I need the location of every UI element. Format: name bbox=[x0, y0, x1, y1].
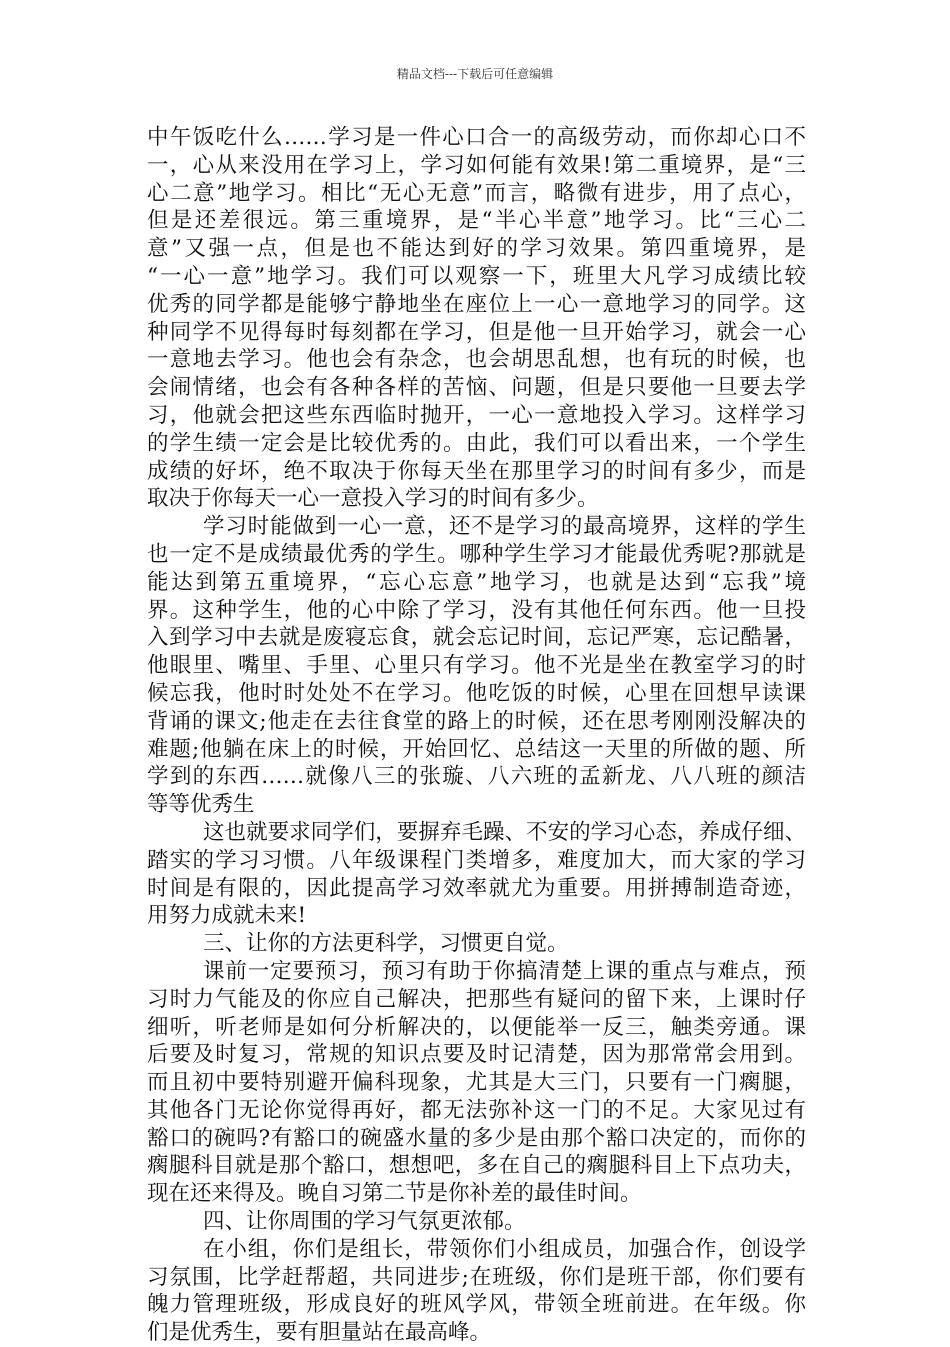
document-body bbox=[147, 124, 806, 1347]
text-line: 在小组，你们是组长，带领你们小组成员，加强合作，创设学 bbox=[203, 1236, 806, 1262]
text-line: 三、让你的方法更科学，习惯更自觉。 bbox=[203, 931, 569, 957]
text-line: 习，他就会把这些东西临时抛开，一心一意地投入学习。这样学习 bbox=[147, 402, 806, 428]
paragraph bbox=[147, 513, 806, 819]
text-line: 现在还来得及。晚自习第二节是你补差的最佳时间。 bbox=[147, 1181, 642, 1207]
text-line: 瘸腿科目就是那个豁口，想想吧，多在自己的瘸腿科目上下点功夫， bbox=[147, 1153, 806, 1179]
text-line: 背诵的课文;他走在去往食堂的路上的时候，还在思考刚刚没解决的 bbox=[147, 708, 806, 734]
text-line: 时间是有限的，因此提高学习效率就尤为重要。用拼搏制造奇迹， bbox=[147, 875, 806, 901]
text-line: 用努力成就未来! bbox=[147, 903, 307, 929]
text-line: 们是优秀生，要有胆量站在最高峰。 bbox=[147, 1320, 492, 1346]
text-line: 优秀的同学都是能够宁静地坐在座位上一心一意地学习的同学。这 bbox=[147, 291, 806, 317]
text-line: 会闹情绪，也会有各种各样的苦恼、问题，但是只要他一旦要去学 bbox=[147, 375, 806, 401]
text-line: 他眼里、嘴里、手里、心里只有学习。他不光是坐在教室学习的时 bbox=[147, 653, 806, 679]
paragraph bbox=[147, 124, 806, 513]
text-line: 习时力气能及的你应自己解决，把那些有疑问的留下来，上课时仔 bbox=[147, 986, 806, 1012]
text-line: 学到的东西……就像八三的张璇、八六班的孟新龙、八八班的颜洁 bbox=[147, 764, 806, 790]
text-line: 等等优秀生 bbox=[147, 792, 255, 818]
paragraph bbox=[147, 1236, 806, 1347]
paragraph bbox=[147, 819, 806, 930]
text-line: 但是还差很远。第三重境界，是“半心半意”地学习。比“三心二 bbox=[147, 208, 806, 234]
text-line: 课前一定要预习，预习有助于你搞清楚上课的重点与难点，预 bbox=[203, 958, 806, 984]
text-line: 踏实的学习习惯。八年级课程门类增多，难度加大，而大家的学习 bbox=[147, 847, 806, 873]
text-line: 一意地去学习。他也会有杂念，也会胡思乱想，也有玩的时候，也 bbox=[147, 347, 806, 373]
text-line: 后要及时复习，常规的知识点要及时记清楚，因为那常常会用到。 bbox=[147, 1042, 806, 1068]
text-line: 其他各门无论你觉得再好，都无法弥补这一门的不足。大家见过有 bbox=[147, 1097, 806, 1123]
text-line: 魄力管理班级，形成良好的班风学风，带领全班前进。在年级。你 bbox=[147, 1292, 806, 1318]
text-line: “一心一意”地学习。我们可以观察一下，班里大凡学习成绩比较 bbox=[147, 263, 806, 289]
text-line: 种同学不见得每时每刻都在学习，但是他一旦开始学习，就会一心 bbox=[147, 319, 806, 345]
text-line: 难题;他躺在床上的时候，开始回忆、总结这一天里的所做的题、所 bbox=[147, 736, 806, 762]
text-line: 而且初中要特别避开偏科现象，尤其是大三门，只要有一门瘸腿， bbox=[147, 1070, 806, 1096]
text-line: 成绩的好坏，绝不取决于你每天坐在那里学习的时间有多少，而是 bbox=[147, 458, 806, 484]
text-line: 四、让你周围的学习气氛更浓郁。 bbox=[203, 1209, 526, 1235]
text-line: 能达到第五重境界，“忘心忘意”地学习，也就是达到“忘我”境 bbox=[147, 569, 806, 595]
text-line: 中午饭吃什么……学习是一件心口合一的高级劳动，而你却心口不 bbox=[147, 125, 806, 150]
text-line: 学习时能做到一心一意，还不是学习的最高境界，这样的学生 bbox=[203, 514, 806, 540]
paragraph bbox=[147, 958, 806, 1208]
section-heading bbox=[147, 1208, 806, 1236]
text-line: 一，心从来没用在学习上，学习如何能有效果!第二重境界，是“三 bbox=[147, 152, 806, 178]
text-line: 取决于你每天一心一意投入学习的时间有多少。 bbox=[147, 486, 599, 512]
text-line: 意”又强一点，但是也不能达到好的学习效果。第四重境界，是 bbox=[147, 236, 806, 262]
text-line: 也一定不是成绩最优秀的学生。哪种学生学习才能最优秀呢?那就是 bbox=[147, 541, 806, 567]
text-line: 的学生绩一定会是比较优秀的。由此，我们可以看出来，一个学生 bbox=[147, 430, 806, 456]
text-line: 细听，听老师是如何分析解决的，以便能举一反三，触类旁通。课 bbox=[147, 1014, 806, 1040]
text-line: 候忘我，他时时处处不在学习。他吃饭的时候，心里在回想早读课 bbox=[147, 680, 806, 706]
section-heading bbox=[147, 930, 806, 958]
text-line: 这也就要求同学们，要摒弃毛躁、不安的学习心态，养成仔细、 bbox=[203, 819, 806, 845]
text-line: 入到学习中去就是废寝忘食，就会忘记时间，忘记严寒，忘记酷暑， bbox=[147, 625, 806, 651]
page-header: 精品文档---下载后可任意编辑 bbox=[396, 67, 554, 81]
text-line: 界。这种学生，他的心中除了学习，没有其他任何东西。他一旦投 bbox=[147, 597, 806, 623]
text-line: 豁口的碗吗?有豁口的碗盛水量的多少是由那个豁口决定的，而你的 bbox=[147, 1125, 806, 1151]
text-line: 习氛围，比学赶帮超，共同进步;在班级，你们是班干部，你们要有 bbox=[147, 1264, 806, 1290]
text-line: 心二意”地学习。相比“无心无意”而言，略微有进步，用了点心， bbox=[147, 180, 806, 206]
